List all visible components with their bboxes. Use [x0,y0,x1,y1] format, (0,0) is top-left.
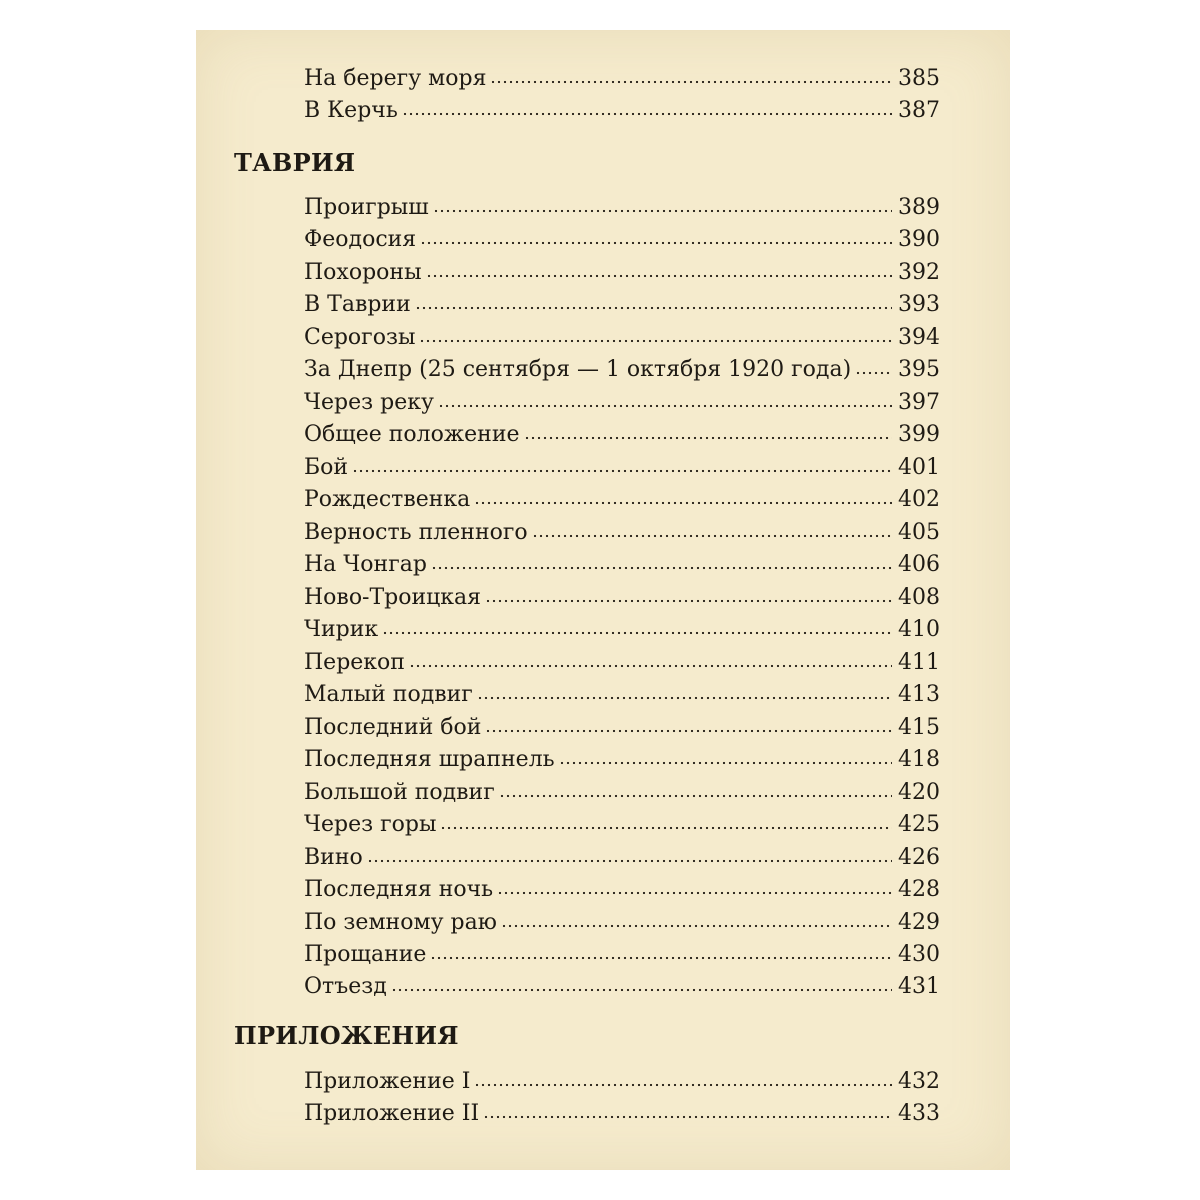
dot-leader [490,79,892,85]
dot-leader [524,435,893,441]
toc-entry-page: 428 [898,877,940,902]
toc-entry-page: 415 [898,715,940,740]
toc-entry-title: Отъезд [304,974,387,999]
dot-leader [382,630,892,636]
toc-entry-page: 432 [898,1069,940,1094]
toc-entry [304,940,940,970]
dot-leader [485,598,892,604]
dot-leader [483,1114,892,1120]
toc-entry-title: Последний бой [304,715,482,740]
toc-entry-page: 395 [898,357,940,382]
toc-entry [304,1067,940,1097]
dot-leader [532,533,892,539]
toc-entry-title: Проигрыш [304,195,429,220]
toc-entry [304,908,940,938]
toc-entry [304,875,940,905]
toc-entry-title: Последняя ночь [304,877,494,902]
dot-leader [497,890,892,896]
toc-entry-page: 425 [898,812,940,837]
toc-entry [304,64,940,94]
dot-leader [430,955,892,961]
toc-entry [304,225,940,255]
toc-entry [304,96,940,126]
toc-entry [304,713,940,743]
dot-leader [433,208,892,214]
toc-entry [304,972,940,1002]
toc-entry-page: 385 [898,66,940,91]
toc-entry-page: 429 [898,910,940,935]
toc-entry-title: Феодосия [304,227,417,252]
dot-leader [438,403,892,409]
toc-entry-title: На берегу моря [304,66,487,91]
toc-entry-page: 389 [898,195,940,220]
toc-entry [304,388,940,418]
toc-entry [304,843,940,873]
toc-entry-title: Вино [304,845,363,870]
section-heading: ТАВРИЯ [234,148,356,177]
toc-entry-page: 394 [898,325,940,350]
toc-entry-page: 393 [898,292,940,317]
toc-entry-title: Перекоп [304,650,405,675]
dot-leader [440,825,892,831]
dot-leader [485,728,892,734]
toc-entry-title: В Керчь [304,98,398,123]
toc-entry-page: 431 [898,974,940,999]
toc-entry [304,648,940,678]
dot-leader [367,858,892,864]
toc-entry-title: Приложение II [304,1101,480,1126]
toc-entry-title: По земному раю [304,910,497,935]
toc-entry [304,615,940,645]
toc-entry-page: 406 [898,552,940,577]
toc-entry-page: 405 [898,520,940,545]
dot-leader [477,695,892,701]
toc-entry-title: Через горы [304,812,437,837]
dot-leader [391,987,892,993]
toc-entry [304,290,940,320]
toc-entry [304,810,940,840]
toc-entry [304,193,940,223]
dot-leader [474,1082,892,1088]
dot-leader [409,663,892,669]
toc-entry-title: Ново-Троицкая [304,585,482,610]
toc-entry [304,355,940,385]
toc-entry [304,680,940,710]
toc-entry [304,1099,940,1129]
toc-entry-page: 390 [898,227,940,252]
book-page [196,30,1010,1170]
toc-entry-page: 401 [898,455,940,480]
section-heading: ПРИЛОЖЕНИЯ [234,1021,459,1050]
toc-entry-page: 402 [898,487,940,512]
toc-entry-page: 408 [898,585,940,610]
toc-entry [304,453,940,483]
toc-entry-page: 426 [898,845,940,870]
toc-entry-page: 399 [898,422,940,447]
toc-entry-page: 413 [898,682,940,707]
dot-leader [415,305,892,311]
toc-entry-title: Похороны [304,260,422,285]
toc-entry-title: Рождественка [304,487,471,512]
toc-entry [304,485,940,515]
toc-entry-page: 392 [898,260,940,285]
toc-entry-title: Серогозы [304,325,416,350]
toc-entry-title: Через реку [304,390,434,415]
dot-leader [855,370,892,376]
toc-entry-title: Верность пленного [304,520,528,545]
toc-entry-page: 430 [898,942,940,967]
toc-entry-page: 433 [898,1101,940,1126]
toc-entry-title: Чирик [304,617,379,642]
toc-entry-title: Бой [304,455,349,480]
toc-entry [304,583,940,613]
dot-leader [402,111,892,117]
toc-entry-title: Малый подвиг [304,682,473,707]
dot-leader [352,468,892,474]
toc-entry [304,323,940,353]
toc-entry-page: 387 [898,98,940,123]
dot-leader [431,565,892,571]
toc-entry-title: За Днепр (25 сентября — 1 октября 1920 года) [304,357,852,382]
toc-entry-title: На Чонгар [304,552,427,577]
toc-entry [304,745,940,775]
toc-entry-title: Приложение I [304,1069,471,1094]
dot-leader [426,273,892,279]
toc-entry-title: Последняя шрапнель [304,747,555,772]
toc-entry [304,420,940,450]
dot-leader [474,500,892,506]
toc-entry-page: 410 [898,617,940,642]
toc-entry [304,550,940,580]
dot-leader [499,793,892,799]
dot-leader [419,338,892,344]
toc-entry [304,518,940,548]
toc-entry-title: Прощание [304,942,427,967]
toc-entry-page: 418 [898,747,940,772]
toc-entry-page: 420 [898,780,940,805]
toc-entry [304,778,940,808]
dot-leader [501,923,892,929]
toc-entry-title: Общее положение [304,422,520,447]
dot-leader [559,760,892,766]
dot-leader [420,240,892,246]
toc-entry-title: Большой подвиг [304,780,495,805]
toc-entry-page: 411 [898,650,940,675]
toc-entry-page: 397 [898,390,940,415]
toc-entry-title: В Таврии [304,292,411,317]
toc-entry [304,258,940,288]
